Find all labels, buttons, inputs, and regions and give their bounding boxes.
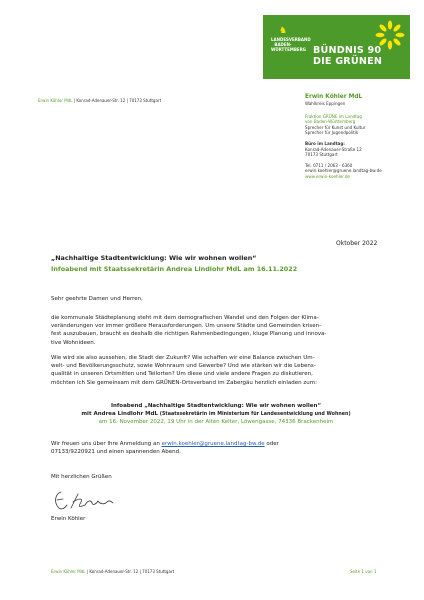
sender-address: | Konrad-Adenauer-Str. 12 | 70173 Stuttgart [72, 98, 162, 103]
sidebar-faction-line2: von Baden-Württemberg [305, 119, 356, 125]
sidebar-office-title: Büro im Landtag: [305, 140, 345, 146]
sender-name: Erwin Köhler MdL [38, 98, 73, 103]
salutation: Sehr geehrte Damen und Herren, [51, 296, 143, 302]
registration-line1 [51, 440, 381, 448]
logo-state-line1: LANDESVERBAND [271, 37, 311, 42]
paragraph-2-line: möchten ich Sie gemeinsam mit dem GRÜNEN-Ortsverband im Zabergäu herzlich einladen zum: [51, 379, 317, 386]
footer-name: Erwin Köhler MdL [51, 569, 86, 574]
event-when-where: am 16. November 2022, 19 Uhr in der Alten Kelter, Löwengasse, 74336 Brackenheim [98, 419, 334, 425]
page-number: Seite 1 von 1 [350, 569, 377, 574]
registration [51, 440, 381, 456]
sidebar-web[interactable]: www.erwin-koehler.de [305, 173, 350, 179]
sidebar-district: Wahlkreis Eppingen [305, 101, 346, 106]
paragraph-1 [51, 314, 381, 347]
registration-email-link[interactable]: erwin.koehler@gruene.landtag-bw.de [161, 441, 265, 447]
subject-line1: „Nachhaltige Stadtentwicklung: Wie wir wohnen wollen“ [51, 254, 257, 262]
paragraph-1-line: fest auszubauen, braucht es deshalb die richtigen Rahmenbedingungen, kluge Planung und innova- [51, 331, 327, 338]
paragraph-2-line: qualität in unseren Ortsmitten und Teilorten? Um diese und viele andere Fragen zu diskutieren, [51, 371, 313, 378]
logo-party-line1: BÜNDNIS 90 [313, 45, 382, 56]
event-title: Infoabend „Nachhaltige Stadtentwicklung: Wie wir wohnen wollen“ [110, 403, 322, 409]
event-role: (Staatssekretärin im Ministerium für Landesentwicklung und Wohnen) [159, 412, 351, 417]
party-logo [263, 15, 410, 79]
footer-address-text: | Konrad-Adenauer-Str. 12 | 70173 Stuttgart [85, 569, 175, 574]
sidebar-phone: Tel. 0711 / 2063 - 6360 [305, 162, 353, 168]
signature-name: Erwin Köhler [51, 516, 86, 522]
subject-line2: Infoabend mit Staatssekretärin Andrea Lindlohr MdL am 16.11.2022 [51, 265, 298, 273]
paragraph-1-line: tive Wohnideen. [51, 339, 96, 346]
sidebar-role1: Sprecher für Kunst und Kultur [305, 124, 366, 130]
sidebar-office-street: Konrad-Adenauer-Straße 12 [305, 146, 362, 152]
lion-icon: ♞ [278, 26, 288, 36]
logo-party-line2: DIE GRÜNEN [313, 56, 383, 67]
sidebar-email[interactable]: erwin.koehler@gruene.landtag-bw.de [305, 168, 382, 174]
sidebar-role2: Sprecher für Jugendpolitik [305, 130, 359, 136]
paragraph-1-line: die kommunale Städteplanung steht mit dem demografischen Wandel und den Folgen der Klima- [51, 315, 319, 321]
paragraph-2 [51, 354, 381, 387]
sender-line [38, 98, 161, 103]
paragraph-1-line: veränderungen vor immer größere Herausforderungen. Um unsere Städte und Gemeinden krisen- [51, 323, 322, 330]
handwritten-signature [51, 488, 127, 514]
registration-line2: 07133/9220921 und einen spannenden Abend. [51, 449, 181, 456]
footer-address [51, 569, 174, 574]
state-crest [271, 26, 311, 52]
sidebar-faction-line1: Fraktion GRÜNE im Landtag [305, 113, 362, 119]
contact-sidebar [305, 94, 415, 180]
sidebar-office-city: 70173 Stuttgart [305, 152, 338, 158]
sidebar-name: Erwin Köhler MdL [305, 94, 363, 100]
registration-post: oder [264, 441, 279, 447]
event-with: mit Andrea Lindlohr MdL [81, 411, 159, 417]
paragraph-2-line: welt- und Bevölkerungsschutz, sowie Wohnraum und Gewerbe? Und wie stärken wir die Lebens- [51, 363, 316, 370]
logo-state-line2: BADEN-WÜRTTEMBERG [271, 42, 306, 52]
letter-date: Oktober 2022 [336, 240, 378, 247]
registration-pre: Wir freuen uns über Ihre Anmeldung an [51, 441, 162, 447]
closing: Mit herzlichen Grüßen [51, 474, 112, 480]
paragraph-2-line: Wie wird sie also aussehen, die Stadt der Zukunft? Wie schaffen wir eine Balance zwischen Um- [51, 355, 315, 361]
